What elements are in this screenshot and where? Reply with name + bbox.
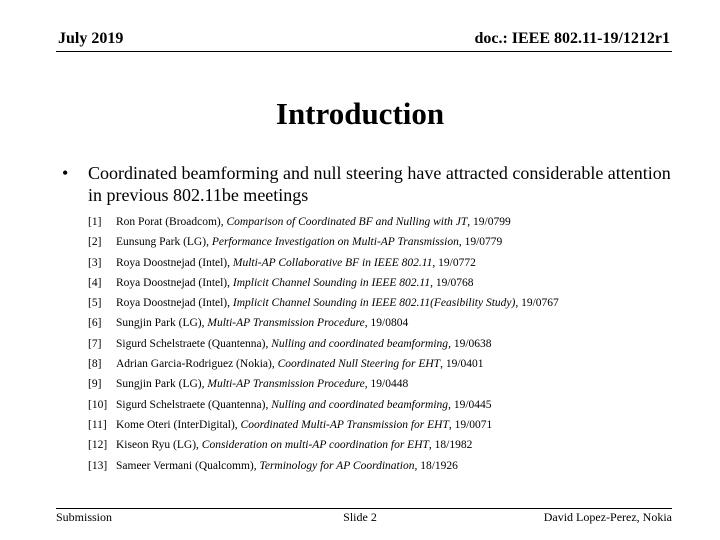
reference-id: , 19/0779 (458, 236, 503, 249)
reference-title: Implicit Channel Sounding in IEEE 802.11(Feasibility Study) (232, 297, 516, 310)
reference-title: Performance Investigation on Multi-AP Transmission (211, 236, 459, 249)
reference-title: Coordinated Multi-AP Transmission for EHT (240, 418, 449, 431)
reference-text (116, 236, 502, 248)
reference-number: [6] (88, 317, 102, 330)
reference-id: , 18/1926 (414, 459, 458, 472)
reference-text (116, 439, 472, 451)
reference-title: Comparison of Coordinated BF and Nulling with JT (226, 216, 468, 228)
reference-number: [9] (88, 378, 102, 391)
reference-title: Consideration on multi-AP coordination for EHT (201, 439, 429, 452)
footer-divider (56, 508, 672, 509)
reference-item (88, 460, 688, 480)
reference-title: Nulling and coordinated beamforming (271, 398, 449, 411)
reference-id: , 19/0071 (448, 418, 493, 431)
reference-id: , 19/0445 (448, 398, 492, 411)
reference-item (88, 216, 688, 236)
reference-text (116, 460, 458, 472)
reference-author: Eunsung Park (LG), (116, 236, 209, 249)
reference-id: , 18/1982 (428, 439, 473, 452)
reference-text (116, 216, 511, 228)
reference-title: Nulling and coordinated beamforming (271, 337, 449, 350)
reference-id: , 19/0768 (430, 276, 474, 289)
header-date: July 2019 (58, 30, 124, 47)
reference-number: [10] (88, 398, 108, 411)
reference-id: , 19/0401 (440, 358, 484, 371)
header-divider (56, 51, 672, 52)
slide-title: Introduction (275, 96, 445, 131)
reference-item (88, 297, 688, 317)
header-doc-id: doc.: IEEE 802.11-19/1212r1 (474, 30, 670, 47)
reference-item (88, 419, 688, 439)
reference-number: [7] (88, 337, 102, 350)
reference-number: [2] (88, 236, 102, 249)
reference-author: Sungjin Park (LG), (116, 378, 205, 391)
bullet-text: Coordinated beamforming and null steering have attracted considerable attention in previous 802.11be meetings (88, 163, 671, 205)
reference-item (88, 378, 688, 398)
reference-number: [13] (88, 459, 108, 472)
reference-author: Ron Porat (Broadcom), (116, 216, 224, 228)
reference-text (116, 338, 492, 350)
reference-item (88, 277, 688, 297)
reference-text (116, 358, 484, 370)
reference-id: , 19/0799 (467, 216, 511, 228)
reference-author: Roya Doostnejad (Intel), (116, 297, 231, 310)
reference-item (88, 439, 688, 459)
reference-title: Multi-AP Transmission Procedure (207, 378, 365, 391)
reference-id: , 19/0448 (364, 378, 409, 391)
reference-author: Roya Doostnejad (Intel), (116, 276, 231, 289)
reference-number: [11] (88, 418, 107, 431)
reference-item (88, 317, 688, 337)
reference-title: Multi-AP Collaborative BF in IEEE 802.11 (232, 256, 433, 269)
reference-item (88, 236, 688, 256)
reference-text (116, 399, 492, 411)
reference-author: Adrian Garcia-Rodriguez (Nokia), (116, 358, 275, 371)
reference-number: [12] (88, 439, 108, 452)
reference-text (116, 317, 408, 329)
reference-list (88, 216, 688, 480)
reference-text (116, 297, 559, 309)
reference-id: , 19/0638 (448, 337, 492, 350)
reference-text (116, 378, 408, 390)
reference-text (116, 419, 492, 431)
reference-number: [4] (88, 276, 102, 289)
reference-item (88, 358, 688, 378)
reference-id: , 19/0767 (515, 297, 559, 310)
reference-author: Sigurd Schelstraete (Quantenna), (116, 398, 269, 411)
reference-item (88, 338, 688, 358)
reference-author: Kiseon Ryu (LG), (116, 439, 199, 452)
reference-author: Sigurd Schelstraete (Quantenna), (116, 337, 269, 350)
reference-text (116, 277, 474, 289)
reference-number: [3] (88, 256, 102, 269)
reference-number: [5] (88, 297, 102, 310)
reference-author: Roya Doostnejad (Intel), (116, 256, 231, 269)
reference-item (88, 399, 688, 419)
footer-slide-number: Slide 2 (343, 510, 377, 524)
reference-title: Coordinated Null Steering for EHT (277, 358, 441, 371)
footer-author: David Lopez-Perez, Nokia (543, 510, 672, 524)
reference-title: Terminology for AP Coordination (259, 459, 415, 472)
bullet-item (62, 162, 672, 206)
reference-title: Implicit Channel Sounding in IEEE 802.11 (232, 276, 431, 289)
reference-number: [8] (88, 358, 102, 371)
reference-title: Multi-AP Transmission Procedure (207, 317, 365, 330)
reference-id: , 19/0772 (432, 256, 476, 269)
reference-number: [1] (88, 216, 102, 228)
reference-author: Sungjin Park (LG), (116, 317, 205, 330)
reference-text (116, 257, 476, 269)
reference-author: Kome Oteri (InterDigital), (116, 418, 238, 431)
reference-item (88, 257, 688, 277)
bullet-icon: • (62, 163, 69, 183)
reference-id: , 19/0804 (364, 317, 409, 330)
reference-author: Sameer Vermani (Qualcomm), (116, 459, 257, 472)
footer-submission: Submission (56, 510, 113, 524)
